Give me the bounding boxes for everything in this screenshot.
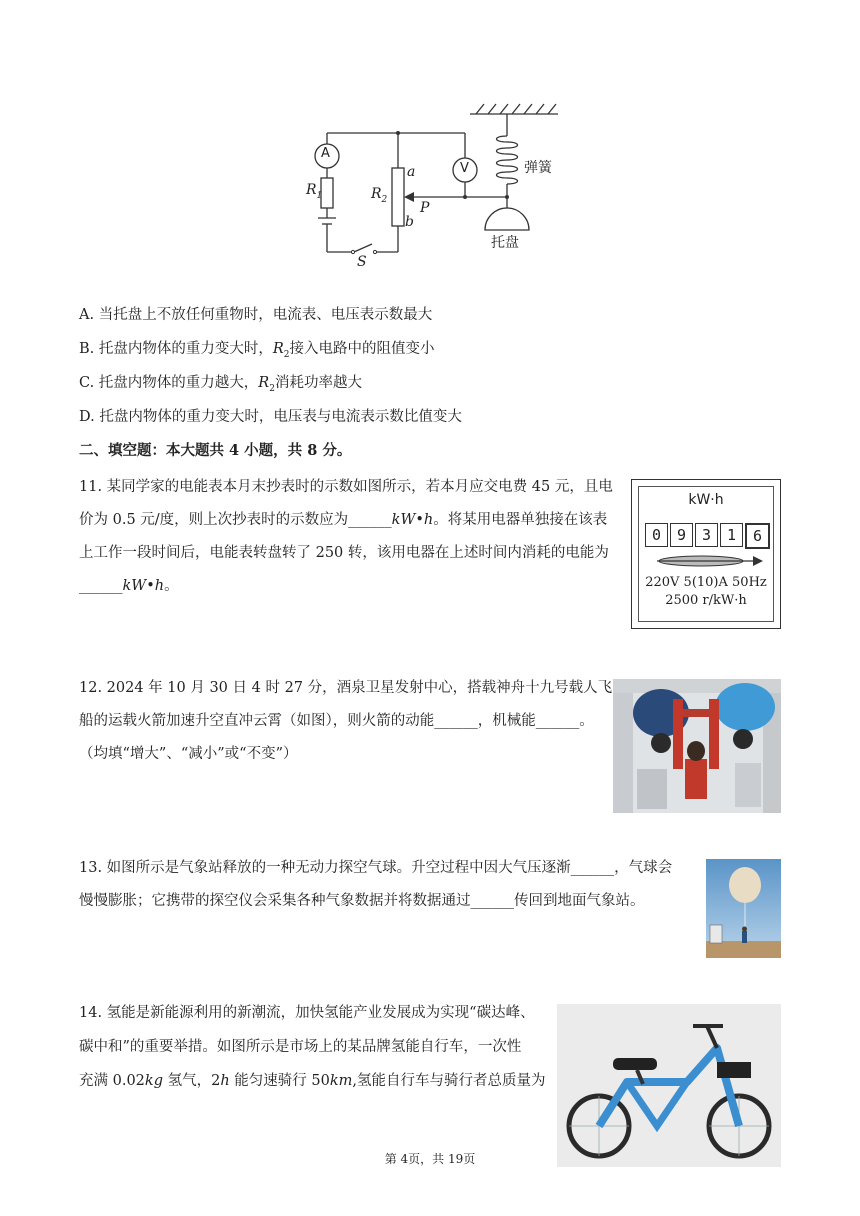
meter-disc-arrow <box>653 553 765 569</box>
q14-line2: 碳中和”的重要举措。如图所示是市场上的某品牌氢能自行车，一次性 <box>79 1039 522 1055</box>
q14-line3: 充满 0.02kg 氢气，2h 能匀速骑行 50km,氢能自行车与骑行者总质量为 <box>79 1073 546 1089</box>
voltmeter-label: V <box>460 161 469 176</box>
q11-line2: 价为 0.5 元/度，则上次抄表时的示数应为______kW•h。将某用电器单独接在该表 <box>79 512 608 528</box>
option-d: D. 托盘内物体的重力变大时，电压表与电流表示数比值变大 <box>79 409 462 425</box>
switch-s-label: S <box>357 254 367 270</box>
a-terminal-label: a <box>407 164 416 180</box>
b-terminal-label: b <box>405 214 414 230</box>
meter-digit: 1 <box>720 523 743 547</box>
section-title: 二、填空题：本大题共 4 小题，共 8 分。 <box>79 442 352 459</box>
q11-line3: 上工作一段时间后，电能表转盘转了 250 转，该用电器在上述时间内消耗的电能为 <box>79 545 609 561</box>
q13-line1: 13. 如图所示是气象站释放的一种无动力探空气球。升空过程中因大气压逐渐______，气球会 <box>79 860 673 876</box>
q12-line3: （均填“增大”、“减小”或“不变”） <box>79 746 298 762</box>
meter-unit: kW·h <box>688 492 724 508</box>
energy-meter <box>631 479 781 629</box>
q11-line1: 11. 某同学家的电能表本月末抄表时的示数如图所示，若本月应交电费 45 元，且电 <box>79 479 613 495</box>
circuit-diagram <box>290 100 570 280</box>
page-footer: 第 4页，共 19页 <box>384 1152 476 1166</box>
meter-digit: 0 <box>645 523 668 547</box>
q14-line1: 14. 氢能是新能源利用的新潮流，加快氢能产业发展成为实现“碳达峰、 <box>79 1005 535 1021</box>
meter-rating: 220V 5(10)A 50Hz <box>645 575 767 590</box>
meter-digits <box>645 523 772 549</box>
hydrogen-bicycle-photo <box>557 1004 781 1167</box>
weather-balloon-photo <box>706 859 781 958</box>
option-a: A. 当托盘上不放任何重物时，电流表、电压表示数最大 <box>79 307 433 323</box>
option-b: B. 托盘内物体的重力变大时，$R_2$接入电路中的阻值变小 <box>79 341 435 360</box>
q12-line1: 12. 2024 年 10 月 30 日 4 时 27 分，酒泉卫星发射中心，搭载神舟十九号载人飞 <box>79 680 613 696</box>
astronauts-photo <box>613 679 781 813</box>
option-c: C. 托盘内物体的重力越大，$R_2$消耗功率越大 <box>79 375 362 394</box>
r2-label: $R_2$ <box>371 186 388 205</box>
q12-line2: 船的运载火箭加速升空直冲云霄（如图），则火箭的动能______，机械能______。 <box>79 713 594 729</box>
meter-digit: 9 <box>670 523 693 547</box>
r1-label: $R_1$ <box>306 182 323 201</box>
meter-revs: 2500 r/kW·h <box>665 593 747 608</box>
slider-p-label: P <box>420 200 430 216</box>
meter-digit: 3 <box>695 523 718 547</box>
q13-line2: 慢慢膨胀；它携带的探空仪会采集各种气象数据并将数据通过______传回到地面气象站。 <box>79 893 645 909</box>
ammeter-label: A <box>321 146 330 161</box>
meter-digit-decimal: 6 <box>745 523 770 549</box>
spring-label: 弹簧 <box>524 160 552 176</box>
tray-label: 托盘 <box>491 235 519 251</box>
q11-line4: ______kW•h。 <box>79 578 179 594</box>
